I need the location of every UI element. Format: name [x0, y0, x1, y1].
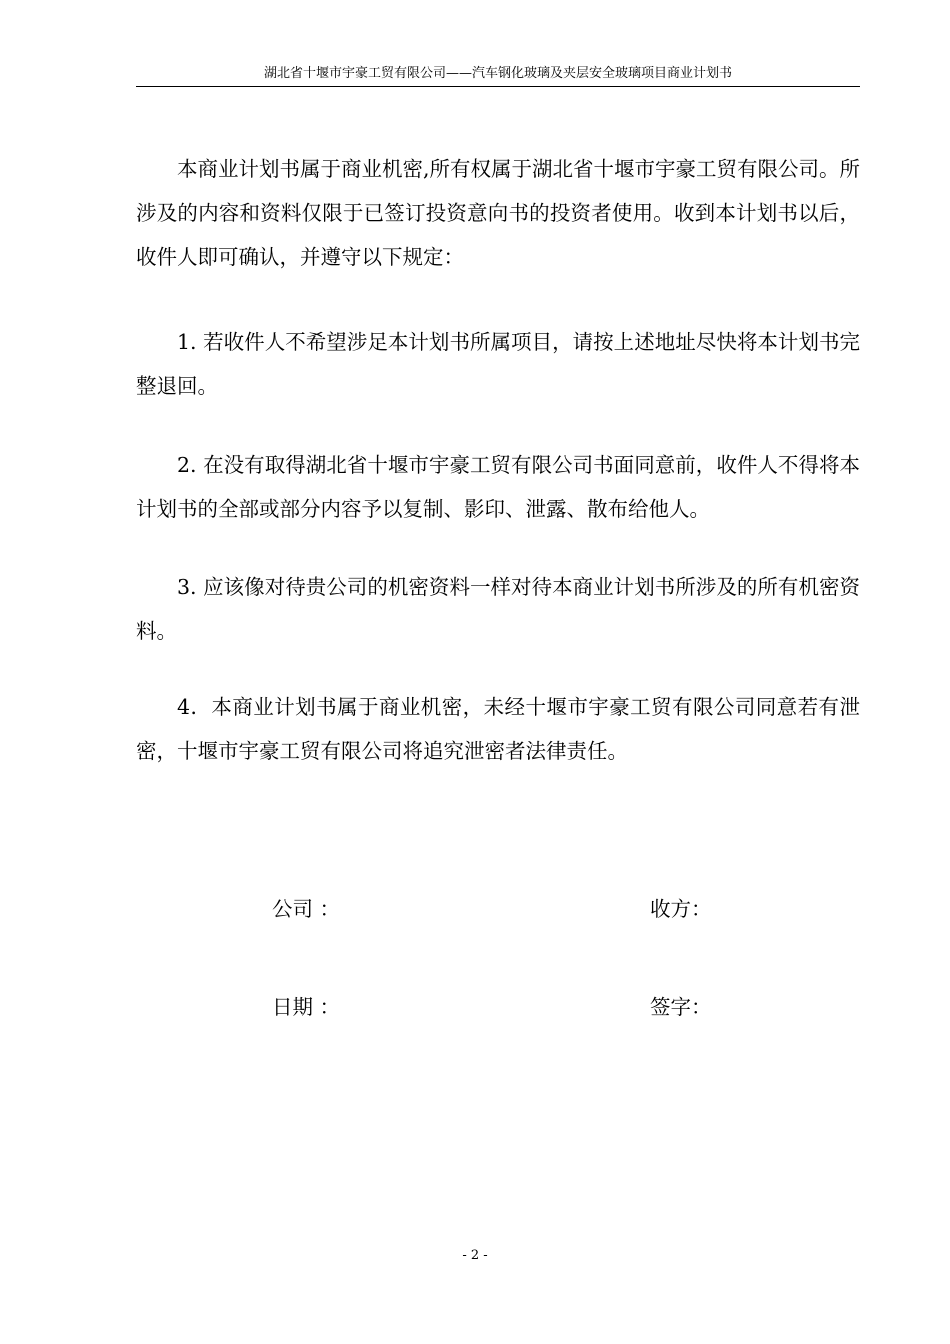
intro-text: 本商业计划书属于商业机密,所有权属于湖北省十堰市宇豪工贸有限公司。所涉及的内容和资料仅限于已签订投资意向书的投资者使用。收到本计划书以后，收件人即可确认，并遵守以下规定： — [136, 157, 861, 269]
signature-label: 签字： — [650, 995, 712, 1019]
clause-3 — [136, 565, 860, 653]
date-label: 日期 ： — [272, 995, 341, 1019]
clause-1-text: 1. 若收件人不希望涉足本计划书所属项目，请按上述地址尽快将本计划书完整退回。 — [136, 330, 860, 398]
clause-4-text: 4．本商业计划书属于商业机密，未经十堰市宇豪工贸有限公司同意若有泄密，十堰市宇豪工贸有限公司将追究泄密者法律责任。 — [136, 695, 860, 763]
clause-3-text: 3. 应该像对待贵公司的机密资料一样对待本商业计划书所涉及的所有机密资料。 — [136, 575, 860, 643]
intro-paragraph — [136, 147, 860, 279]
company-label: 公司 ： — [272, 897, 341, 921]
page-number: - 2 - — [462, 1248, 488, 1263]
clause-1 — [136, 320, 860, 408]
clause-2 — [136, 443, 860, 531]
header-title: 湖北省十堰市宇豪工贸有限公司——汽车钢化玻璃及夹层安全玻璃项目商业计划书 — [263, 66, 732, 81]
page-header — [136, 64, 860, 87]
clause-2-text: 2. 在没有取得湖北省十堰市宇豪工贸有限公司书面同意前，收件人不得将本计划书的全部或部分内容予以复制、影印、泄露、散布给他人。 — [136, 453, 860, 521]
clause-4 — [136, 685, 860, 773]
recipient-label: 收方： — [650, 897, 712, 921]
